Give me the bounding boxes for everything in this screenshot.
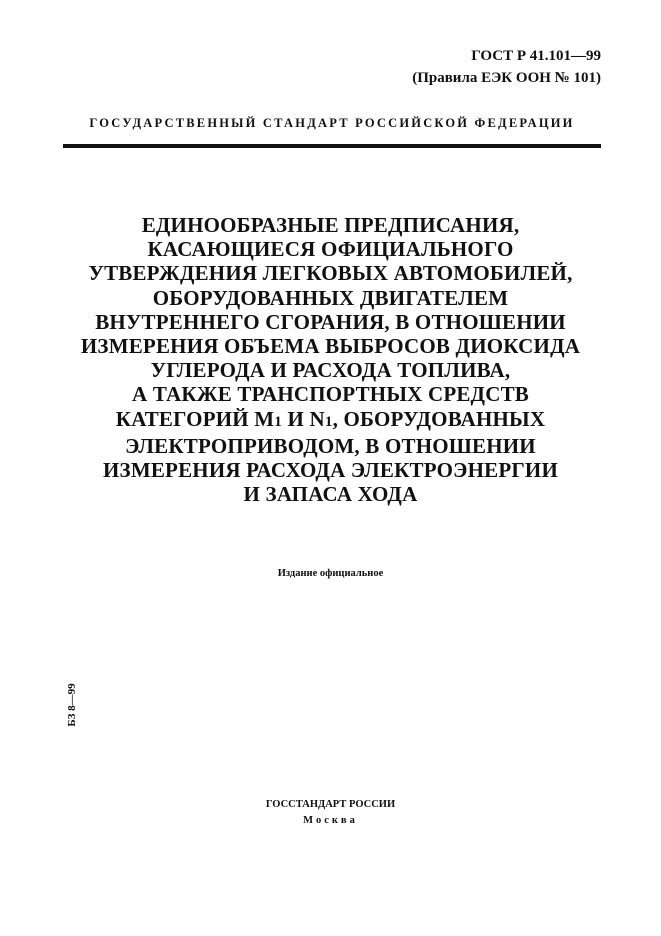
ece-rule-reference: (Правила ЕЭК ООН № 101) bbox=[412, 70, 601, 86]
document-title bbox=[40, 213, 621, 506]
title-line: ВНУТРЕННЕГО СГОРАНИЯ, В ОТНОШЕНИИ bbox=[95, 309, 566, 334]
title-line-categories bbox=[40, 407, 621, 434]
title-line: КАСАЮЩИЕСЯ ОФИЦИАЛЬНОГО bbox=[147, 237, 514, 262]
title-line: ОБОРУДОВАННЫХ ДВИГАТЕЛЕМ bbox=[152, 285, 509, 310]
publisher-name: ГОССТАНДАРТ РОССИИ bbox=[265, 799, 396, 810]
side-code: БЗ 8—99 bbox=[66, 683, 78, 727]
title-line: ЭЛЕКТРОПРИВОДОМ, В ОТНОШЕНИИ bbox=[125, 433, 536, 458]
publisher-block bbox=[0, 797, 661, 829]
categories-middle: И N bbox=[282, 406, 325, 431]
title-line: И ЗАПАСА ХОДА bbox=[243, 482, 418, 507]
edition-label: Издание официальное bbox=[277, 568, 384, 579]
publisher-city: Москва bbox=[303, 815, 358, 826]
standard-number: ГОСТ Р 41.101—99 bbox=[471, 48, 601, 64]
categories-prefix: КАТЕГОРИЙ M bbox=[115, 406, 275, 431]
title-line: А ТАКЖЕ ТРАНСПОРТНЫХ СРЕДСТВ bbox=[132, 382, 529, 407]
title-line: ИЗМЕРЕНИЯ РАСХОДА ЭЛЕКТРОЭНЕРГИИ bbox=[103, 458, 558, 483]
category-n-subscript: 1 bbox=[324, 413, 333, 430]
header-divider bbox=[63, 144, 601, 148]
title-line: УТВЕРЖДЕНИЯ ЛЕГКОВЫХ АВТОМОБИЛЕЙ, bbox=[88, 261, 573, 286]
state-standard-heading: ГОСУДАРСТВЕННЫЙ СТАНДАРТ РОССИЙСКОЙ ФЕДЕРАЦИИ bbox=[89, 116, 575, 130]
standard-designation bbox=[412, 45, 601, 89]
category-m-subscript: 1 bbox=[274, 413, 283, 430]
title-line: ИЗМЕРЕНИЯ ОБЪЕМА ВЫБРОСОВ ДИОКСИДА bbox=[80, 334, 581, 359]
title-line: ЕДИНООБРАЗНЫЕ ПРЕДПИСАНИЯ, bbox=[141, 213, 520, 237]
title-line: УГЛЕРОДА И РАСХОДА ТОПЛИВА, bbox=[150, 358, 511, 383]
categories-suffix: , ОБОРУДОВАННЫХ bbox=[332, 406, 546, 431]
